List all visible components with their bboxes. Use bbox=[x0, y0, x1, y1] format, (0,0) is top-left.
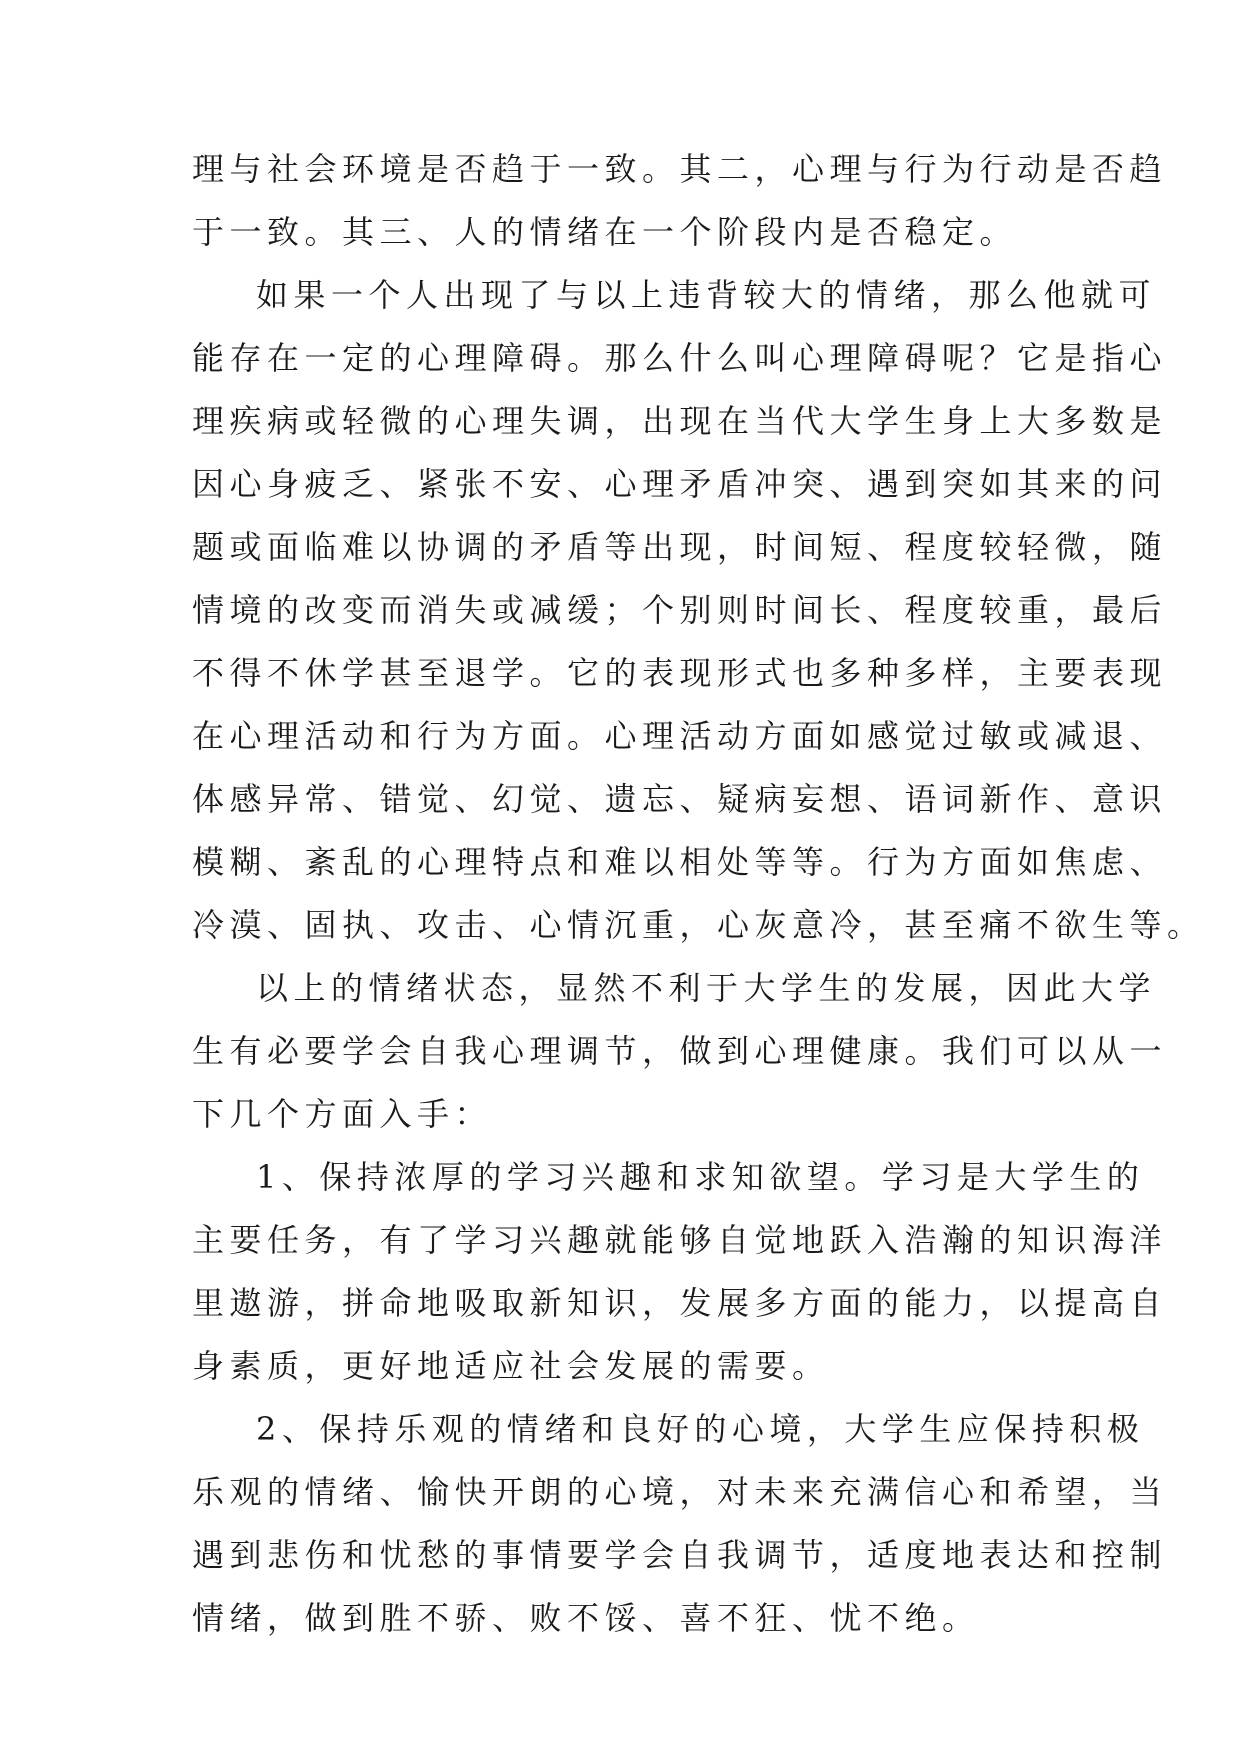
text-line: 因心身疲乏、紧张不安、心理矛盾冲突、遇到突如其来的问 bbox=[192, 465, 1168, 503]
text-line: 情绪，做到胜不骄、败不馁、喜不狂、忧不绝。 bbox=[192, 1599, 980, 1637]
text-line: 2、保持乐观的情绪和良好的心境，大学生应保持积极 bbox=[256, 1410, 1145, 1448]
text-line: 遇到悲伤和忧愁的事情要学会自我调节，适度地表达和控制 bbox=[192, 1536, 1168, 1574]
text-line: 冷漠、固执、攻击、心情沉重，心灰意冷，甚至痛不欲生等。 bbox=[192, 906, 1205, 944]
text-line: 不得不休学甚至退学。它的表现形式也多种多样，主要表现 bbox=[192, 654, 1168, 692]
text-line: 主要任务，有了学习兴趣就能够自觉地跃入浩瀚的知识海洋 bbox=[192, 1221, 1168, 1259]
text-line: 于一致。其三、人的情绪在一个阶段内是否稳定。 bbox=[192, 213, 1018, 251]
text-line: 乐观的情绪、愉快开朗的心境，对未来充满信心和希望，当 bbox=[192, 1473, 1168, 1511]
text-line: 题或面临难以协调的矛盾等出现，时间短、程度较轻微，随 bbox=[192, 528, 1168, 566]
text-line: 里遨游，拼命地吸取新知识，发展多方面的能力，以提高自 bbox=[192, 1284, 1168, 1322]
text-line: 模糊、紊乱的心理特点和难以相处等等。行为方面如焦虑、 bbox=[192, 843, 1168, 881]
text-line: 以上的情绪状态，显然不利于大学生的发展，因此大学 bbox=[256, 969, 1157, 1007]
text-line: 如果一个人出现了与以上违背较大的情绪，那么他就可 bbox=[256, 276, 1157, 314]
text-line: 理与社会环境是否趋于一致。其二，心理与行为行动是否趋 bbox=[192, 150, 1168, 188]
text-line: 生有必要学会自我心理调节，做到心理健康。我们可以从一 bbox=[192, 1032, 1168, 1070]
text-line: 下几个方面入手： bbox=[192, 1095, 493, 1133]
text-line: 1、保持浓厚的学习兴趣和求知欲望。学习是大学生的 bbox=[256, 1158, 1145, 1196]
text-line: 能存在一定的心理障碍。那么什么叫心理障碍呢？它是指心 bbox=[192, 339, 1168, 377]
text-line: 情境的改变而消失或减缓；个别则时间长、程度较重，最后 bbox=[192, 591, 1168, 629]
text-line: 理疾病或轻微的心理失调，出现在当代大学生身上大多数是 bbox=[192, 402, 1168, 440]
text-line: 在心理活动和行为方面。心理活动方面如感觉过敏或减退、 bbox=[192, 717, 1168, 755]
text-line: 身素质，更好地适应社会发展的需要。 bbox=[192, 1347, 830, 1385]
text-line: 体感异常、错觉、幻觉、遗忘、疑病妄想、语词新作、意识 bbox=[192, 780, 1168, 818]
